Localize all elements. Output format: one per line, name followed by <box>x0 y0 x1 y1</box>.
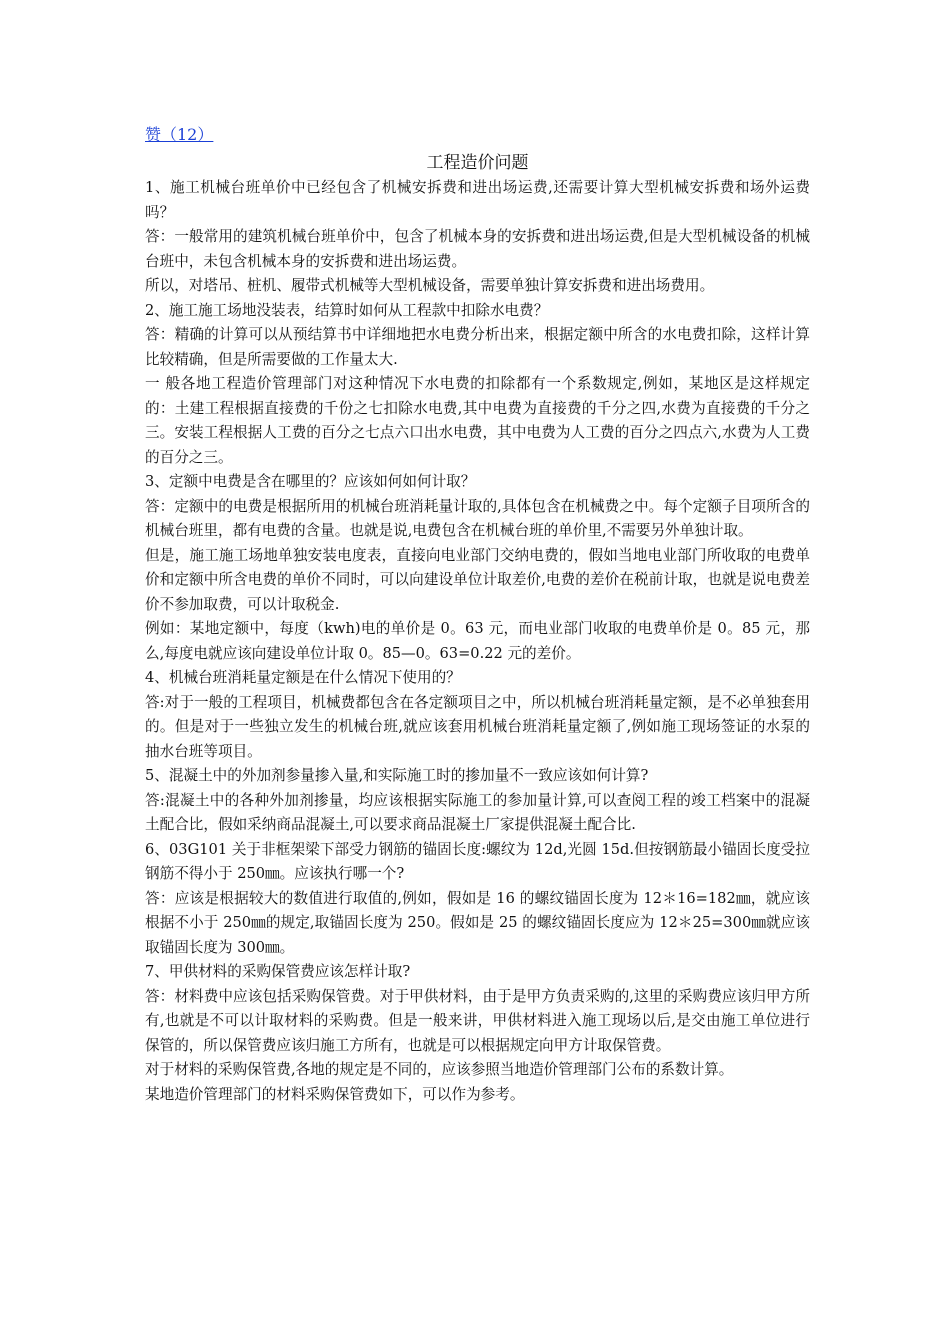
paragraph: 2、施工施工场地没装表，结算时如何从工程款中扣除水电费？ <box>145 301 549 319</box>
paragraph: 所以，对塔吊、桩机、履带式机械等大型机械设备，需要单独计算安拆费和进出场费用。 <box>145 277 715 294</box>
paragraph: 答：材料费中应该包括采购保管费。对于甲供材料，由于是甲方负责采购的,这里的采购费应该归甲方所有,也就是不可以计取材料的采购费。但是一般来讲，甲供材料进入施工现场以后,是交由施工单位进行保管的，所以保管费应该归施工方所有，也就是可以根据规定向甲方计取保管费。 <box>145 987 810 1054</box>
paragraph: 一 般各地工程造价管理部门对这种情况下水电费的扣除都有一个系数规定,例如，某地区是这样规定的：土建工程根据直接费的千份之七扣除水电费,其中电费为直接费的千分之四,水费为直接费的千分之三。安装工程根据人工费的百分之七点六口出水电费，其中电费为人工费的百分之四点六,水费为人工费的百分之三。 <box>145 375 810 466</box>
paragraph: 3、定额中电费是含在哪里的？应该如何如何计取？ <box>145 473 476 490</box>
paragraph: 5、混凝土中的外加剂参量掺入量,和实际施工时的掺加量不一致应该如何计算? <box>145 767 649 784</box>
paragraph: 7、甲供材料的采购保管费应该怎样计取? <box>145 963 411 980</box>
paragraph: 答：一般常用的建筑机械台班单价中，包含了机械本身的安拆费和进出场运费,但是大型机械设备的机械台班中，未包含机械本身的安拆费和进出场运费。 <box>145 228 810 270</box>
page-title: 工程造价问题 <box>426 153 529 173</box>
paragraph: 4、机械台班消耗量定额是在什么情况下使用的？ <box>145 669 461 686</box>
paragraph: 答:对于一般的工程项目，机械费都包含在各定额项目之中，所以机械台班消耗量定额，是不必单独套用的。但是对于一些独立发生的机械台班,就应该套用机械台班消耗量定额了,例如施工现场签证的水泵的抽水台班等项目。 <box>145 693 810 760</box>
like-link[interactable]: 赞（12） <box>145 125 214 144</box>
paragraph: 答：定额中的电费是根据所用的机械台班消耗量计取的,具体包含在机械费之中。每个定额子目项所含的机械台班里，都有电费的含量。也就是说,电费包含在机械台班的单价里,不需要另外单独计取。 <box>145 497 810 539</box>
paragraph: 6、03G101 关于非框架梁下部受力钢筋的锚固长度:螺纹为 12d,光圆 15d.但按钢筋最小锚固长度受拉钢筋不得小于 250㎜。应该执行哪一个? <box>145 840 810 882</box>
paragraph: 但是，施工施工场地单独安装电度表，直接向电业部门交纳电费的，假如当地电业部门所收取的电费单价和定额中所含电费的单价不同时，可以向建设单位计取差价,电费的差价在税前计取，也就是说电费差价不参加取费，可以计取税金. <box>145 546 810 613</box>
paragraph: 答:混凝土中的各种外加剂掺量，均应该根据实际施工的参加量计算,可以查阅工程的竣工档案中的混凝土配合比，假如采纳商品混凝土,可以要求商品混凝土厂家提供混凝土配合比. <box>145 791 810 833</box>
document-body <box>145 176 810 1107</box>
paragraph: 答：应该是根据较大的数值进行取值的,例如，假如是 16 的螺纹锚固长度为 12＊16=182㎜，就应该根据不小于 250㎜的规定,取锚固长度为 250。假如是 25 的螺纹锚固长度应为 12＊25=300㎜就应该取锚固长度为 300㎜。 <box>145 889 810 956</box>
paragraph: 某地造价管理部门的材料采购保管费如下，可以作为参考。 <box>145 1085 525 1103</box>
paragraph: 1、施工机械台班单价中已经包含了机械安拆费和进出场运费,还需要计算大型机械安拆费和场外运费吗？ <box>145 179 810 221</box>
paragraph: 例如：某地定额中，每度（kwh)电的单价是 0。63 元，而电业部门收取的电费单价是 0。85 元，那么,每度电就应该向建设单位计取 0。85—0。63=0.22 元的差价。 <box>145 620 810 662</box>
paragraph: 对于材料的采购保管费,各地的规定是不同的，应该参照当地造价管理部门公布的系数计算。 <box>145 1061 734 1078</box>
paragraph: 答：精确的计算可以从预结算书中详细地把水电费分析出来，根据定额中所含的水电费扣除，这样计算比较精确，但是所需要做的工作量太大. <box>145 326 810 368</box>
document-page <box>145 124 810 1107</box>
